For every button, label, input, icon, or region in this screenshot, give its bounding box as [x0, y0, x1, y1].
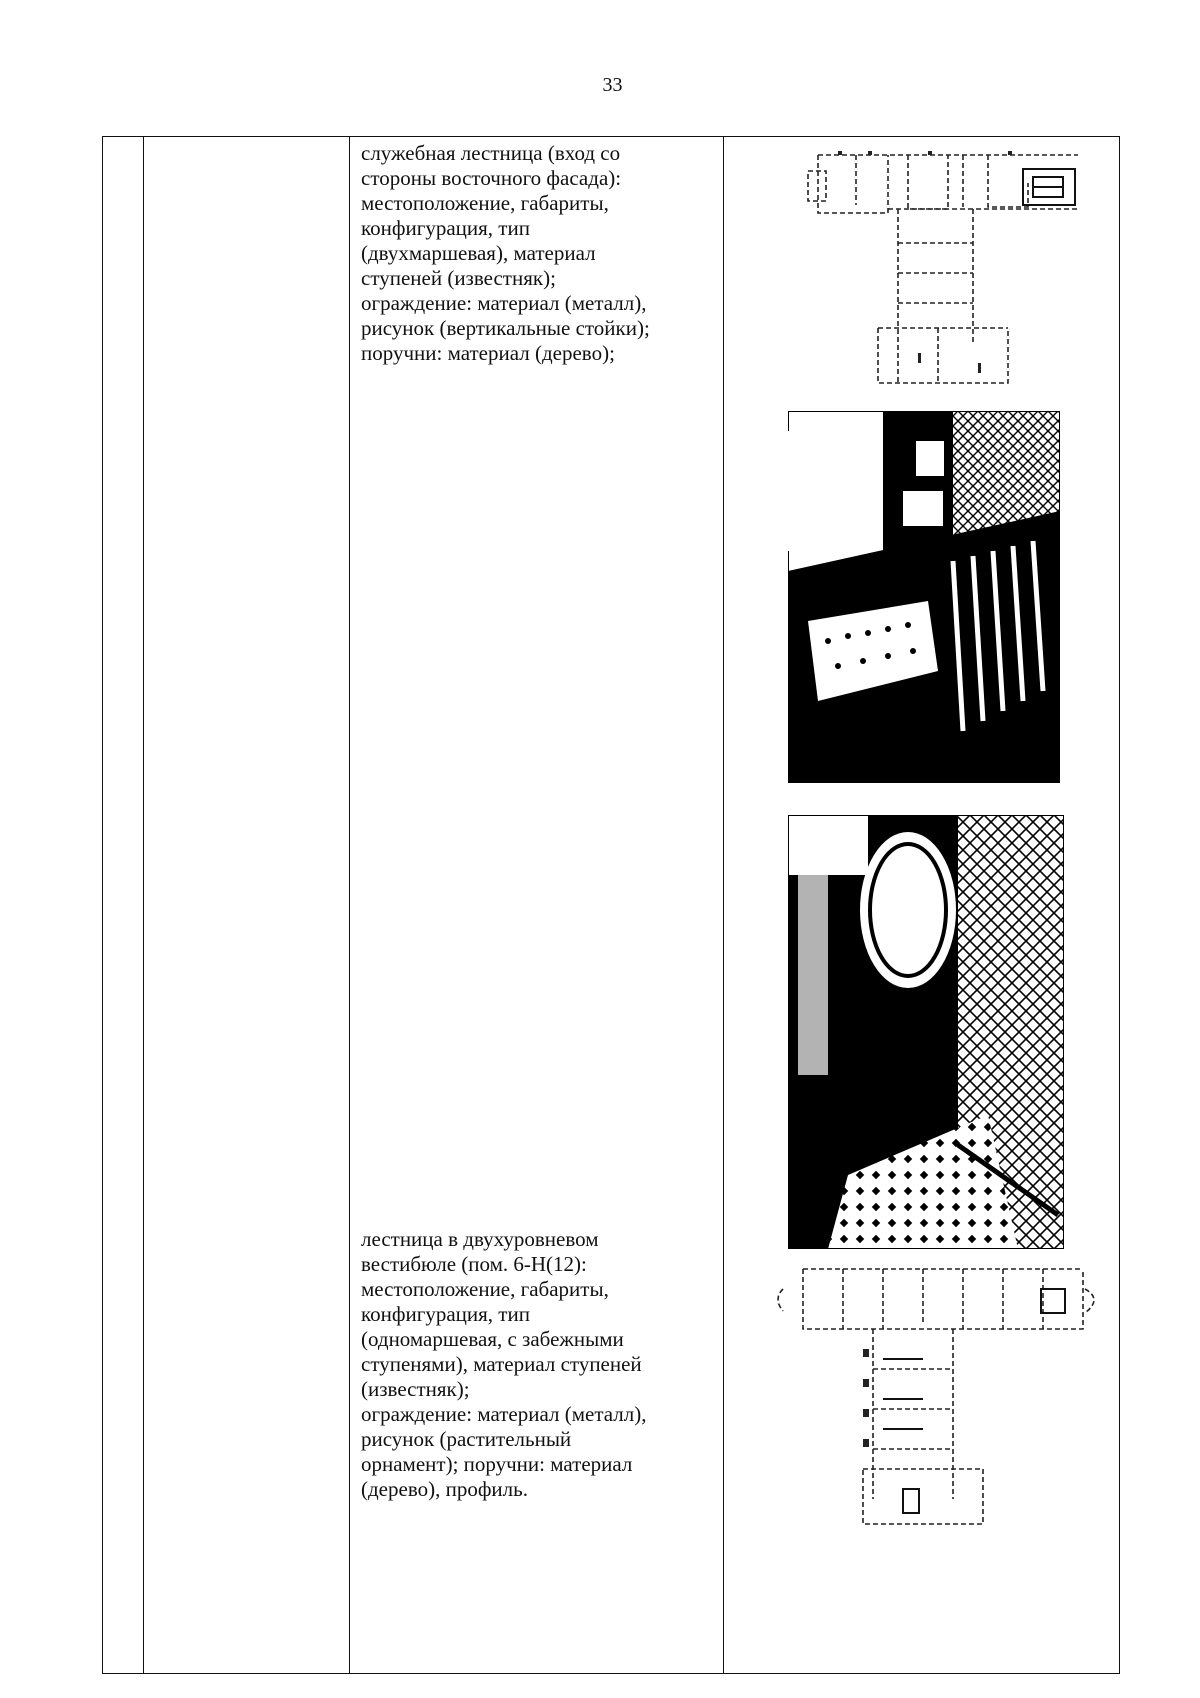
- entry-line: ступеней (известняк);: [361, 266, 556, 290]
- entry-line: рисунок (растительный: [361, 1427, 572, 1451]
- column-divider: [349, 137, 350, 1673]
- entry-line: орнамент); поручни: материал: [361, 1452, 633, 1476]
- entry-line: местоположение, габариты,: [361, 1277, 609, 1301]
- entry-line: (одномаршевая, с забежными: [361, 1327, 624, 1351]
- staircase-photo-icon: [788, 411, 1060, 783]
- floor-plan-icon: [778, 143, 1168, 393]
- entry-line: поручни: материал (дерево);: [361, 341, 615, 365]
- entry-vestibule-staircase: [361, 1227, 721, 1502]
- staircase-photo-icon: [788, 815, 1064, 1249]
- entry-line: стороны восточного фасада):: [361, 166, 622, 190]
- entry-line: местоположение, габариты,: [361, 191, 609, 215]
- entry-service-staircase: [361, 141, 721, 366]
- entry-line: ступенями), материал ступеней: [361, 1352, 642, 1376]
- entry-line: (известняк);: [361, 1377, 470, 1401]
- entry-line: служебная лестница (вход со: [361, 141, 621, 165]
- entry-line: конфигурация, тип: [361, 1302, 530, 1326]
- floor-plan-icon: [763, 1249, 1113, 1531]
- entry-line: рисунок (вертикальные стойки);: [361, 316, 650, 340]
- description-table: [102, 136, 1120, 1674]
- entry-line: конфигурация, тип: [361, 216, 530, 240]
- entry-line: лестница в двухуровневом: [361, 1227, 599, 1251]
- column-divider: [143, 137, 144, 1673]
- column-divider: [723, 137, 724, 1673]
- entry-line: вестибюле (пом. 6-Н(12):: [361, 1252, 587, 1276]
- entry-line: ограждение: материал (металл),: [361, 1402, 647, 1426]
- entry-line: ограждение: материал (металл),: [361, 291, 647, 315]
- entry-line: (двухмаршевая), материал: [361, 241, 596, 265]
- entry-line: (дерево), профиль.: [361, 1477, 528, 1501]
- page-number: 33: [602, 74, 623, 96]
